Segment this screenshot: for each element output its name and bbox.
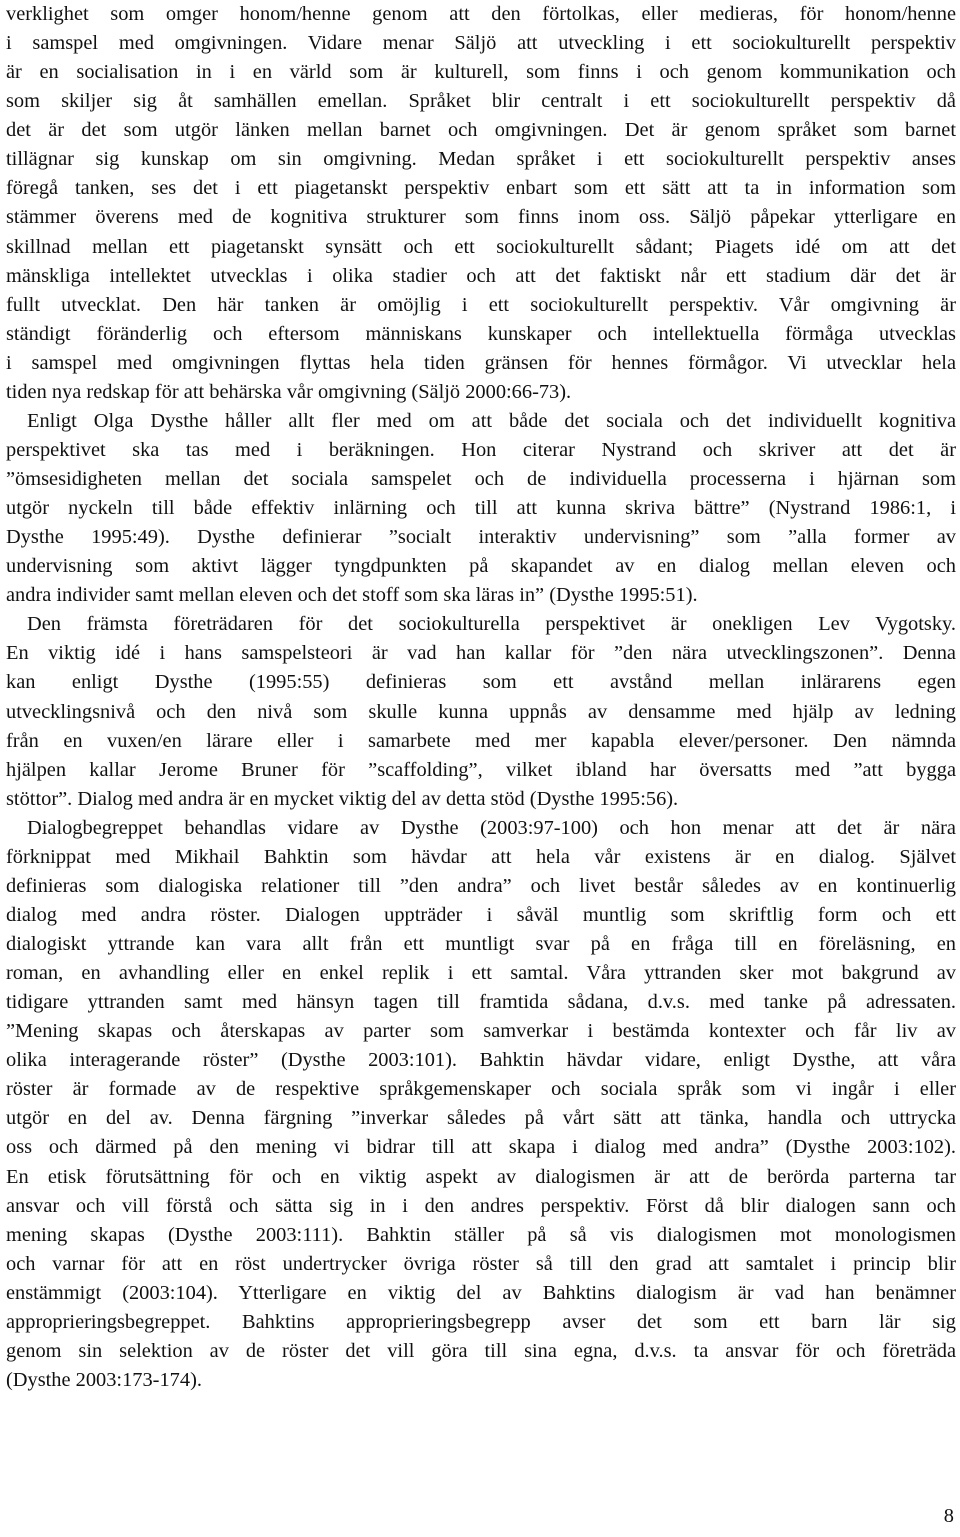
text-line	[6, 203, 956, 232]
text-line	[6, 436, 956, 465]
text-line	[6, 0, 956, 29]
text-line	[6, 116, 956, 145]
text-line	[6, 145, 956, 174]
text-line	[6, 727, 956, 756]
line-text: förknippat med Mikhail Bahktin som hävdar att hela vår existens är en dialog. Självet	[6, 845, 956, 868]
line-text: utvecklingsnivå och den nivå som skulle kunna uppnås av densamme med hjälp av ledning	[6, 700, 956, 723]
line-text: ansvar och vill förstå och sätta sig in i den andres perspektiv. Först då blir dialogen sann och	[6, 1194, 956, 1217]
text-line	[6, 1366, 956, 1395]
line-text: olika interagerande röster” (Dysthe 2003:101). Bahktin hävdar vidare, enligt Dysthe, att våra	[6, 1049, 956, 1072]
text-line	[6, 291, 956, 320]
line-text: En viktig idé i hans samspelsteori är vad han kallar för ”den nära utvecklingszonen”. Denna	[6, 642, 956, 665]
text-line	[6, 465, 956, 494]
line-text: mänskliga intellektet utvecklas i olika stadier och att det faktiskt når ett stadium där det är	[6, 264, 956, 287]
line-text: som skiljer sig åt samhällen emellan. Språket blir centralt i ett sociokulturellt perspektiv då	[6, 90, 956, 113]
text-line	[6, 668, 956, 697]
line-text: stämmer överens med de kognitiva strukturer som finns inom oss. Säljö påpekar ytterligare en	[6, 206, 956, 229]
text-line	[6, 1192, 956, 1221]
text-line	[6, 901, 956, 930]
text-line	[6, 814, 956, 843]
text-line	[6, 639, 956, 668]
line-text: tiden nya redskap för att behärska vår omgivning (Säljö 2000:66-73).	[6, 380, 572, 403]
document-page	[6, 0, 956, 1395]
line-text: En etisk förutsättning för och en viktig aspekt av dialogismen är att de berörda parterna tar	[6, 1165, 956, 1188]
line-text: från en vuxen/en lärare eller i samarbete med mer kapabla elever/personer. Den nämnda	[6, 729, 956, 752]
line-text: genom sin selektion av de röster det vill göra till sina egna, d.v.s. ta ansvar för och företräda	[6, 1339, 956, 1362]
text-line	[6, 872, 956, 901]
text-line	[6, 320, 956, 349]
line-text: Dysthe 1995:49). Dysthe definierar ”socialt interaktiv undervisning” som ”alla former av	[6, 526, 956, 549]
text-line	[6, 1133, 956, 1162]
text-line	[6, 1221, 956, 1250]
page-number: 8	[943, 1505, 954, 1527]
text-line	[6, 349, 956, 378]
text-line	[6, 698, 956, 727]
line-text: i samspel med omgivningen flyttas hela tiden gränsen för hennes förmågor. Vi utvecklar hela	[6, 351, 956, 374]
text-line	[6, 610, 956, 639]
line-text: ”Mening skapas och återskapas av parter som samverkar i bestämda kontexter och får liv av	[6, 1020, 956, 1043]
text-line	[6, 1308, 956, 1337]
text-line	[6, 494, 956, 523]
line-text: föregå tanken, ses det i ett piagetanskt perspektiv enbart som ett sätt att ta in information som	[6, 177, 956, 200]
text-line	[6, 552, 956, 581]
text-line	[6, 378, 956, 407]
line-text: utgör nyckeln till både effektiv inlärning och till att kunna skriva bättre” (Nystrand 1986:1, i	[6, 497, 956, 520]
text-line	[6, 843, 956, 872]
line-text: tillägnar sig kunskap om sin omgivning. Medan språket i ett sociokulturellt perspektiv anses	[6, 148, 956, 171]
line-text: andra individer samt mellan eleven och det stoff som ska läras in” (Dysthe 1995:51).	[6, 584, 698, 607]
line-text: utgör en del av. Denna färgning ”inverkar således på vårt sätt att tänka, handla och uttrycka	[6, 1107, 956, 1130]
text-line	[6, 1017, 956, 1046]
line-text: roman, en avhandling eller en enkel replik i ett samtal. Våra yttranden sker mot bakgrund av	[6, 962, 956, 985]
text-line	[6, 523, 956, 552]
text-line	[6, 756, 956, 785]
text-line	[6, 1337, 956, 1366]
line-text: Enligt Olga Dysthe håller allt fler med om att både det sociala och det individuellt kognitiva	[27, 409, 956, 432]
line-text: fullt utvecklat. Den här tanken är omöjlig i ett sociokulturellt perspektiv. Vår omgivning är	[6, 293, 956, 316]
line-text: röster är formade av de respektive språkgemenskaper och sociala språk som vi ingår i eller	[6, 1078, 956, 1101]
line-text: definieras som dialogiska relationer till ”den andra” och livet består således av en kontinuerlig	[6, 874, 956, 897]
text-line	[6, 174, 956, 203]
line-text: kan enligt Dysthe (1995:55) definieras som ett avstånd mellan inlärarens egen	[6, 671, 956, 694]
line-text: hjälpen kallar Jerome Bruner för ”scaffolding”, vilket ibland har översatts med ”att bygga	[6, 758, 956, 781]
text-line	[6, 1075, 956, 1104]
text-line	[6, 785, 956, 814]
line-text: approprieringsbegreppet. Bahktins approprieringsbegrepp avser det som ett barn lär sig	[6, 1310, 956, 1333]
line-text: perspektivet ska tas med i beräkningen. Hon citerar Nystrand och skriver att det är	[6, 438, 956, 461]
line-text: är en socialisation in i en värld som är kulturell, som finns i och genom kommunikation och	[6, 61, 956, 84]
text-line	[6, 1104, 956, 1133]
line-text: skillnad mellan ett piagetanskt synsätt och ett sociokulturellt sådant; Piagets idé om att det	[6, 235, 956, 258]
text-line	[6, 262, 956, 291]
text-line	[6, 233, 956, 262]
line-text: ständigt föränderlig och eftersom människans kunskaper och intellektuella förmåga utvecklas	[6, 322, 956, 345]
text-line	[6, 87, 956, 116]
line-text: (Dysthe 2003:173-174).	[6, 1368, 202, 1391]
text-line	[6, 930, 956, 959]
line-text: stöttor”. Dialog med andra är en mycket viktig del av detta stöd (Dysthe 1995:56).	[6, 787, 679, 810]
text-line	[6, 29, 956, 58]
text-line	[6, 959, 956, 988]
line-text: Den främsta företrädaren för det sociokulturella perspektivet är onekligen Lev Vygotsky.	[27, 613, 956, 636]
line-text: dialog med andra röster. Dialogen uppträder i såväl muntlig som skriftlig form och ett	[6, 903, 956, 926]
line-text: och varnar för att en röst undertrycker övriga röster så till den grad att samtalet i princip blir	[6, 1252, 956, 1275]
line-text: enstämmigt (2003:104). Ytterligare en viktig del av Bahktins dialogism är vad han benämner	[6, 1281, 956, 1304]
text-line	[6, 58, 956, 87]
line-text: oss och därmed på den mening vi bidrar till att skapa i dialog med andra” (Dysthe 2003:102).	[6, 1136, 956, 1159]
line-text: det är det som utgör länken mellan barnet och omgivningen. Det är genom språket som barnet	[6, 119, 956, 142]
text-line	[6, 1250, 956, 1279]
text-line	[6, 1279, 956, 1308]
text-line	[6, 1163, 956, 1192]
line-text: Dialogbegreppet behandlas vidare av Dysthe (2003:97-100) och hon menar att det är nära	[27, 816, 956, 839]
line-text: ”ömsesidigheten mellan det sociala samspelet och de individuella processerna i hjärnan som	[6, 468, 956, 490]
line-text: dialogiskt yttrande kan vara allt från ett muntligt svar på en fråga till en föreläsning, en	[6, 933, 956, 955]
line-text: undervisning som aktivt lägger tyngdpunkten på skapandet av en dialog mellan eleven och	[6, 555, 956, 578]
text-line	[6, 1046, 956, 1075]
line-text: mening skapas (Dysthe 2003:111). Bahktin ställer på så vis dialogismen mot monologismen	[6, 1223, 956, 1246]
text-line	[6, 988, 956, 1017]
line-text: i samspel med omgivningen. Vidare menar Säljö att utveckling i ett sociokulturellt perspektiv	[6, 32, 956, 55]
text-line	[6, 407, 956, 436]
line-text: tidigare yttranden samt med hänsyn tagen till framtida sådana, d.v.s. med tanke på adressaten.	[6, 991, 956, 1014]
line-text: verklighet som omger honom/henne genom att den förtolkas, eller medieras, för honom/henne	[6, 3, 956, 25]
text-line	[6, 581, 956, 610]
